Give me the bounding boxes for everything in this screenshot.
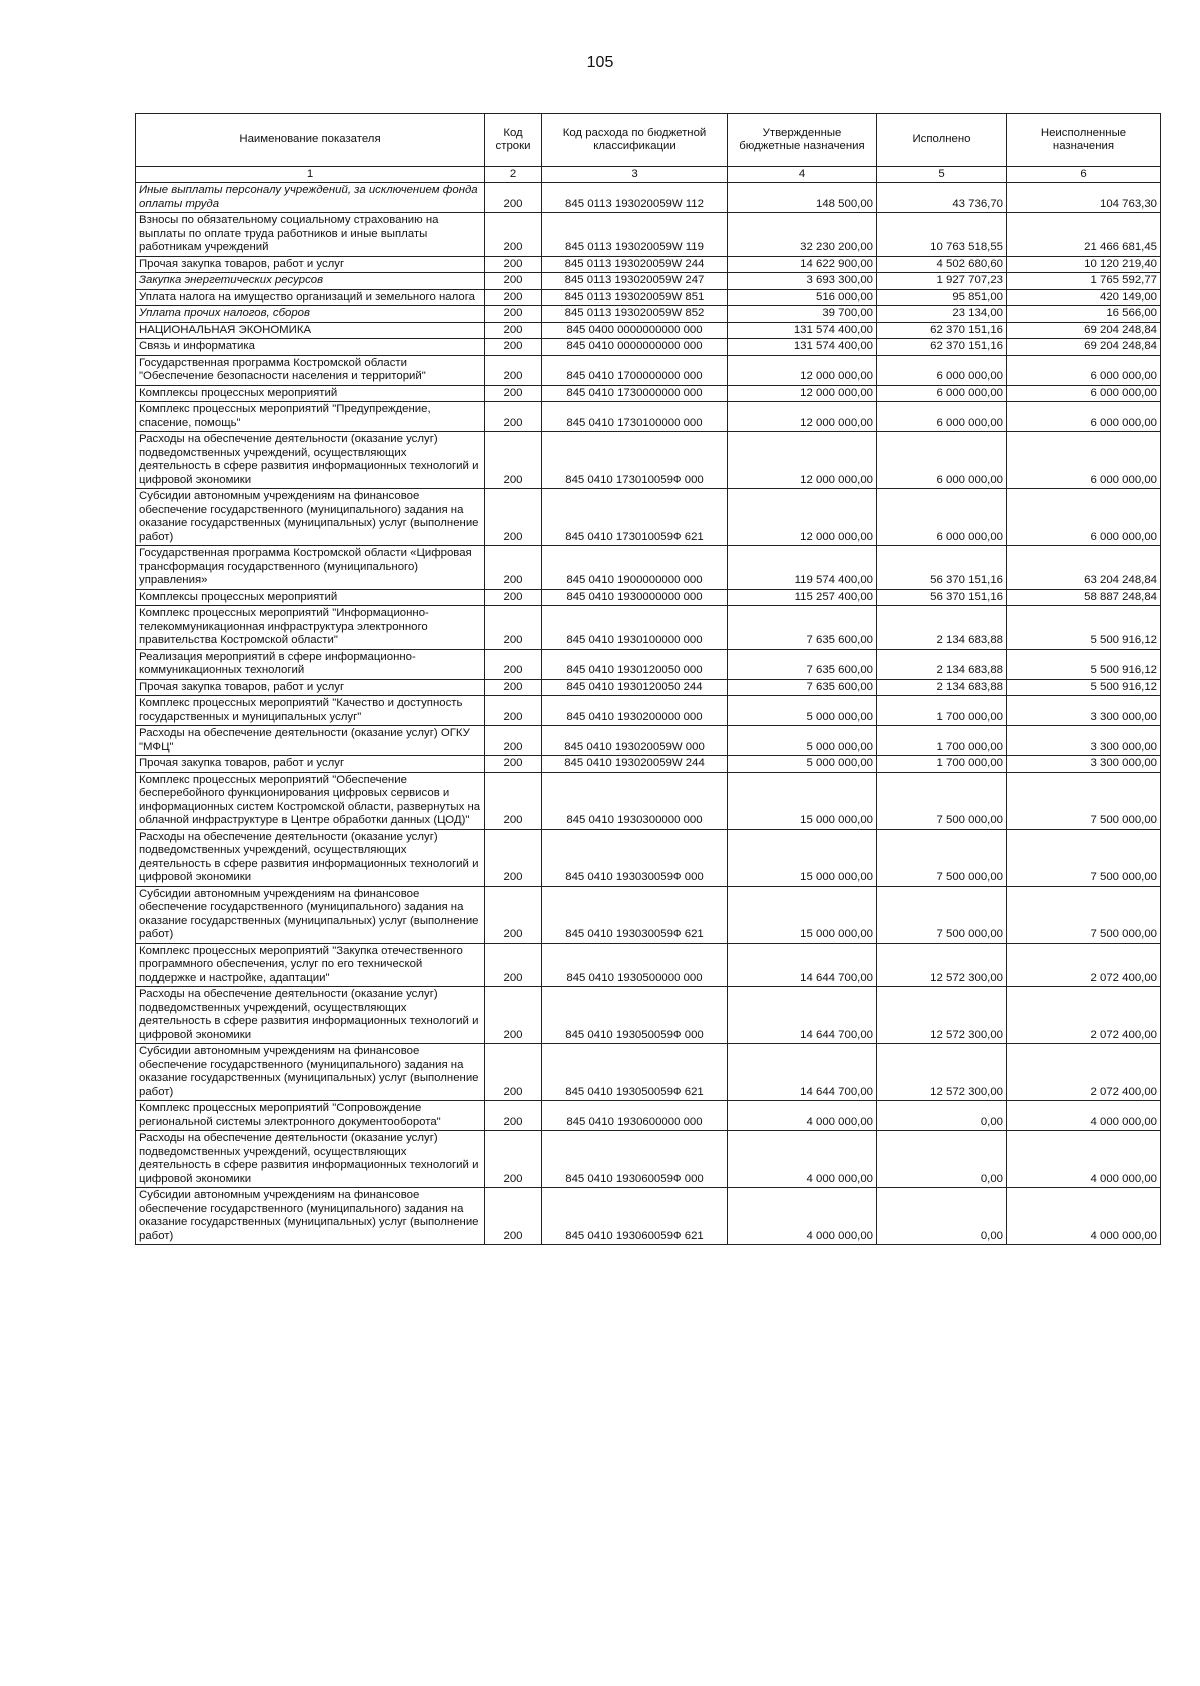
row-name: Прочая закупка товаров, работ и услуг xyxy=(136,256,485,273)
row-approved: 131 574 400,00 xyxy=(728,322,877,339)
row-code: 200 xyxy=(485,183,542,213)
row-approved: 12 000 000,00 xyxy=(728,432,877,489)
row-approved: 15 000 000,00 xyxy=(728,886,877,943)
row-name: Комплекс процессных мероприятий "Качество и доступность государственных и муниципальных услуг" xyxy=(136,696,485,726)
row-unexecuted: 104 763,30 xyxy=(1007,183,1161,213)
table-row xyxy=(136,339,1161,356)
row-approved: 14 644 700,00 xyxy=(728,987,877,1044)
row-approved: 15 000 000,00 xyxy=(728,829,877,886)
row-name: Взносы по обязательному социальному страхованию на выплаты по оплате труда работников и иные выплаты работникам учреждений xyxy=(136,213,485,257)
row-name: Комплекс процессных мероприятий "Информационно-телекоммуникационная инфраструктура электронного правительства Костромской области" xyxy=(136,606,485,650)
row-executed: 0,00 xyxy=(877,1101,1007,1131)
row-kbk: 845 0113 193020059W 852 xyxy=(542,306,728,323)
row-executed: 6 000 000,00 xyxy=(877,355,1007,385)
row-code: 200 xyxy=(485,306,542,323)
header-kbk: Код расхода по бюджетной классификации xyxy=(542,114,728,167)
row-code: 200 xyxy=(485,322,542,339)
row-approved: 7 635 600,00 xyxy=(728,649,877,679)
row-approved: 12 000 000,00 xyxy=(728,489,877,546)
row-name: Прочая закупка товаров, работ и услуг xyxy=(136,679,485,696)
table-row xyxy=(136,289,1161,306)
column-number: 1 xyxy=(136,167,485,183)
row-executed: 12 572 300,00 xyxy=(877,943,1007,987)
column-number: 3 xyxy=(542,167,728,183)
row-executed: 6 000 000,00 xyxy=(877,432,1007,489)
row-executed: 2 134 683,88 xyxy=(877,679,1007,696)
table-row xyxy=(136,183,1161,213)
row-executed: 6 000 000,00 xyxy=(877,402,1007,432)
column-number: 2 xyxy=(485,167,542,183)
table-row xyxy=(136,322,1161,339)
table-row xyxy=(136,589,1161,606)
row-unexecuted: 7 500 000,00 xyxy=(1007,886,1161,943)
column-number: 4 xyxy=(728,167,877,183)
row-executed: 4 502 680,60 xyxy=(877,256,1007,273)
row-approved: 3 693 300,00 xyxy=(728,273,877,290)
row-executed: 2 134 683,88 xyxy=(877,649,1007,679)
row-approved: 4 000 000,00 xyxy=(728,1188,877,1245)
row-executed: 7 500 000,00 xyxy=(877,772,1007,829)
row-kbk: 845 0410 1730100000 000 xyxy=(542,402,728,432)
row-approved: 5 000 000,00 xyxy=(728,696,877,726)
row-name: Субсидии автономным учреждениям на финансовое обеспечение государственного (муниципального) задания на оказание государственных (муниципальных) услуг (выполнение работ) xyxy=(136,886,485,943)
row-approved: 12 000 000,00 xyxy=(728,385,877,402)
table-row xyxy=(136,273,1161,290)
row-executed: 23 134,00 xyxy=(877,306,1007,323)
row-unexecuted: 2 072 400,00 xyxy=(1007,943,1161,987)
row-executed: 95 851,00 xyxy=(877,289,1007,306)
row-code: 200 xyxy=(485,213,542,257)
row-executed: 7 500 000,00 xyxy=(877,886,1007,943)
row-kbk: 845 0113 193020059W 247 xyxy=(542,273,728,290)
row-approved: 516 000,00 xyxy=(728,289,877,306)
row-kbk: 845 0410 173010059Ф 621 xyxy=(542,489,728,546)
row-name: Субсидии автономным учреждениям на финансовое обеспечение государственного (муниципального) задания на оказание государственных (муниципальных) услуг (выполнение работ) xyxy=(136,489,485,546)
row-code: 200 xyxy=(485,679,542,696)
row-kbk: 845 0113 193020059W 119 xyxy=(542,213,728,257)
header-executed: Исполнено xyxy=(877,114,1007,167)
budget-execution-table xyxy=(135,113,1161,1245)
row-name: Уплата прочих налогов, сборов xyxy=(136,306,485,323)
header-unexecuted: Неисполненные назначения xyxy=(1007,114,1161,167)
row-name: Комплекс процессных мероприятий "Обеспечение бесперебойного функционирования цифровых сервисов и информационных систем Костромской области, развернутых на облачной инфраструктуре в Центре обработки данных (ЦОД)" xyxy=(136,772,485,829)
row-unexecuted: 4 000 000,00 xyxy=(1007,1188,1161,1245)
row-executed: 1 700 000,00 xyxy=(877,696,1007,726)
row-name: Комплекс процессных мероприятий "Сопровождение региональной системы электронного документооборота" xyxy=(136,1101,485,1131)
table-row xyxy=(136,772,1161,829)
table-row xyxy=(136,385,1161,402)
row-approved: 5 000 000,00 xyxy=(728,726,877,756)
row-executed: 0,00 xyxy=(877,1188,1007,1245)
row-unexecuted: 7 500 000,00 xyxy=(1007,829,1161,886)
row-name: Расходы на обеспечение деятельности (оказание услуг) ОГКУ "МФЦ" xyxy=(136,726,485,756)
row-unexecuted: 3 300 000,00 xyxy=(1007,726,1161,756)
row-code: 200 xyxy=(485,489,542,546)
row-kbk: 845 0410 1930500000 000 xyxy=(542,943,728,987)
row-code: 200 xyxy=(485,546,542,590)
row-approved: 131 574 400,00 xyxy=(728,339,877,356)
row-kbk: 845 0410 1930000000 000 xyxy=(542,589,728,606)
row-code: 200 xyxy=(485,606,542,650)
table-row xyxy=(136,679,1161,696)
row-name: НАЦИОНАЛЬНАЯ ЭКОНОМИКА xyxy=(136,322,485,339)
row-approved: 32 230 200,00 xyxy=(728,213,877,257)
row-unexecuted: 3 300 000,00 xyxy=(1007,756,1161,773)
row-code: 200 xyxy=(485,402,542,432)
row-unexecuted: 5 500 916,12 xyxy=(1007,606,1161,650)
table-row xyxy=(136,987,1161,1044)
row-name: Комплекс процессных мероприятий "Закупка отечественного программного обеспечения, услуг по его технической поддержке и настройке, адаптации" xyxy=(136,943,485,987)
row-code: 200 xyxy=(485,385,542,402)
table-row xyxy=(136,696,1161,726)
row-code: 200 xyxy=(485,987,542,1044)
table-body xyxy=(136,183,1161,1245)
row-kbk: 845 0410 1730000000 000 xyxy=(542,385,728,402)
row-code: 200 xyxy=(485,943,542,987)
row-unexecuted: 69 204 248,84 xyxy=(1007,322,1161,339)
row-executed: 12 572 300,00 xyxy=(877,1044,1007,1101)
row-approved: 14 622 900,00 xyxy=(728,256,877,273)
table-row xyxy=(136,546,1161,590)
row-code: 200 xyxy=(485,256,542,273)
row-kbk: 845 0410 1930300000 000 xyxy=(542,772,728,829)
row-executed: 62 370 151,16 xyxy=(877,339,1007,356)
row-code: 200 xyxy=(485,726,542,756)
row-executed: 56 370 151,16 xyxy=(877,589,1007,606)
row-executed: 7 500 000,00 xyxy=(877,829,1007,886)
row-name: Закупка энергетических ресурсов xyxy=(136,273,485,290)
row-kbk: 845 0410 1930120050 244 xyxy=(542,679,728,696)
row-unexecuted: 2 072 400,00 xyxy=(1007,1044,1161,1101)
row-code: 200 xyxy=(485,1101,542,1131)
row-code: 200 xyxy=(485,289,542,306)
header-row xyxy=(136,114,1161,167)
row-kbk: 845 0410 193050059Ф 621 xyxy=(542,1044,728,1101)
row-code: 200 xyxy=(485,432,542,489)
row-kbk: 845 0410 193060059Ф 621 xyxy=(542,1188,728,1245)
row-kbk: 845 0410 173010059Ф 000 xyxy=(542,432,728,489)
table-row xyxy=(136,402,1161,432)
row-unexecuted: 3 300 000,00 xyxy=(1007,696,1161,726)
row-approved: 12 000 000,00 xyxy=(728,402,877,432)
column-number-row xyxy=(136,167,1161,183)
row-kbk: 845 0113 193020059W 244 xyxy=(542,256,728,273)
table-row xyxy=(136,1131,1161,1188)
row-unexecuted: 6 000 000,00 xyxy=(1007,489,1161,546)
row-code: 200 xyxy=(485,772,542,829)
header-approved: Утвержденные бюджетные назначения xyxy=(728,114,877,167)
row-executed: 12 572 300,00 xyxy=(877,987,1007,1044)
row-approved: 115 257 400,00 xyxy=(728,589,877,606)
table-row xyxy=(136,1101,1161,1131)
row-unexecuted: 5 500 916,12 xyxy=(1007,649,1161,679)
table-row xyxy=(136,355,1161,385)
row-unexecuted: 6 000 000,00 xyxy=(1007,355,1161,385)
row-name: Расходы на обеспечение деятельности (оказание услуг) подведомственных учреждений, осуществляющих деятельность в сфере развития информационных технологий и цифровой экономики xyxy=(136,829,485,886)
row-kbk: 845 0410 193030059Ф 621 xyxy=(542,886,728,943)
row-code: 200 xyxy=(485,649,542,679)
row-kbk: 845 0410 0000000000 000 xyxy=(542,339,728,356)
row-kbk: 845 0410 193020059W 000 xyxy=(542,726,728,756)
table-row xyxy=(136,829,1161,886)
page-number: 105 xyxy=(586,54,614,71)
row-executed: 2 134 683,88 xyxy=(877,606,1007,650)
row-unexecuted: 7 500 000,00 xyxy=(1007,772,1161,829)
row-code: 200 xyxy=(485,273,542,290)
table-row xyxy=(136,606,1161,650)
row-kbk: 845 0400 0000000000 000 xyxy=(542,322,728,339)
row-code: 200 xyxy=(485,1131,542,1188)
row-kbk: 845 0410 193020059W 244 xyxy=(542,756,728,773)
row-kbk: 845 0410 193050059Ф 000 xyxy=(542,987,728,1044)
row-approved: 39 700,00 xyxy=(728,306,877,323)
row-name: Расходы на обеспечение деятельности (оказание услуг) подведомственных учреждений, осуществляющих деятельность в сфере развития информационных технологий и цифровой экономики xyxy=(136,1131,485,1188)
row-kbk: 845 0410 1930120050 000 xyxy=(542,649,728,679)
row-executed: 0,00 xyxy=(877,1131,1007,1188)
row-name: Государственная программа Костромской области «Цифровая трансформация государственного (муниципального) управления» xyxy=(136,546,485,590)
row-unexecuted: 6 000 000,00 xyxy=(1007,385,1161,402)
row-kbk: 845 0113 193020059W 851 xyxy=(542,289,728,306)
row-approved: 4 000 000,00 xyxy=(728,1101,877,1131)
table-row xyxy=(136,306,1161,323)
row-name: Комплексы процессных мероприятий xyxy=(136,589,485,606)
table-row xyxy=(136,1044,1161,1101)
row-code: 200 xyxy=(485,355,542,385)
row-name: Комплексы процессных мероприятий xyxy=(136,385,485,402)
row-kbk: 845 0410 1930600000 000 xyxy=(542,1101,728,1131)
row-approved: 7 635 600,00 xyxy=(728,679,877,696)
table-row xyxy=(136,213,1161,257)
row-kbk: 845 0113 193020059W 112 xyxy=(542,183,728,213)
row-kbk: 845 0410 1900000000 000 xyxy=(542,546,728,590)
row-approved: 5 000 000,00 xyxy=(728,756,877,773)
row-name: Субсидии автономным учреждениям на финансовое обеспечение государственного (муниципального) задания на оказание государственных (муниципальных) услуг (выполнение работ) xyxy=(136,1044,485,1101)
row-approved: 119 574 400,00 xyxy=(728,546,877,590)
table-row xyxy=(136,256,1161,273)
table-row xyxy=(136,649,1161,679)
row-kbk: 845 0410 1700000000 000 xyxy=(542,355,728,385)
table-row xyxy=(136,726,1161,756)
row-unexecuted: 10 120 219,40 xyxy=(1007,256,1161,273)
row-code: 200 xyxy=(485,1188,542,1245)
row-approved: 14 644 700,00 xyxy=(728,943,877,987)
column-number: 5 xyxy=(877,167,1007,183)
row-kbk: 845 0410 193060059Ф 000 xyxy=(542,1131,728,1188)
row-code: 200 xyxy=(485,886,542,943)
row-executed: 62 370 151,16 xyxy=(877,322,1007,339)
row-unexecuted: 16 566,00 xyxy=(1007,306,1161,323)
row-code: 200 xyxy=(485,829,542,886)
row-name: Расходы на обеспечение деятельности (оказание услуг) подведомственных учреждений, осуществляющих деятельность в сфере развития информационных технологий и цифровой экономики xyxy=(136,987,485,1044)
row-approved: 14 644 700,00 xyxy=(728,1044,877,1101)
row-unexecuted: 6 000 000,00 xyxy=(1007,432,1161,489)
table-row xyxy=(136,886,1161,943)
row-executed: 1 700 000,00 xyxy=(877,756,1007,773)
header-name: Наименование показателя xyxy=(136,114,485,167)
table-row xyxy=(136,943,1161,987)
row-code: 200 xyxy=(485,339,542,356)
row-name: Расходы на обеспечение деятельности (оказание услуг) подведомственных учреждений, осуществляющих деятельность в сфере развития информационных технологий и цифровой экономики xyxy=(136,432,485,489)
row-unexecuted: 420 149,00 xyxy=(1007,289,1161,306)
row-executed: 56 370 151,16 xyxy=(877,546,1007,590)
row-unexecuted: 4 000 000,00 xyxy=(1007,1101,1161,1131)
row-name: Комплекс процессных мероприятий "Предупреждение, спасение, помощь" xyxy=(136,402,485,432)
row-executed: 43 736,70 xyxy=(877,183,1007,213)
row-unexecuted: 5 500 916,12 xyxy=(1007,679,1161,696)
row-unexecuted: 58 887 248,84 xyxy=(1007,589,1161,606)
row-name: Иные выплаты персоналу учреждений, за исключением фонда оплаты труда xyxy=(136,183,485,213)
table-row xyxy=(136,432,1161,489)
row-unexecuted: 2 072 400,00 xyxy=(1007,987,1161,1044)
table-row xyxy=(136,756,1161,773)
row-unexecuted: 4 000 000,00 xyxy=(1007,1131,1161,1188)
row-code: 200 xyxy=(485,696,542,726)
row-unexecuted: 63 204 248,84 xyxy=(1007,546,1161,590)
row-approved: 7 635 600,00 xyxy=(728,606,877,650)
row-name: Реализация мероприятий в сфере информационно-коммуникационных технологий xyxy=(136,649,485,679)
row-code: 200 xyxy=(485,589,542,606)
column-number: 6 xyxy=(1007,167,1161,183)
row-code: 200 xyxy=(485,756,542,773)
row-approved: 12 000 000,00 xyxy=(728,355,877,385)
header-code: Код строки xyxy=(485,114,542,167)
row-unexecuted: 1 765 592,77 xyxy=(1007,273,1161,290)
row-executed: 10 763 518,55 xyxy=(877,213,1007,257)
row-kbk: 845 0410 1930200000 000 xyxy=(542,696,728,726)
row-kbk: 845 0410 1930100000 000 xyxy=(542,606,728,650)
row-unexecuted: 21 466 681,45 xyxy=(1007,213,1161,257)
row-executed: 6 000 000,00 xyxy=(877,489,1007,546)
table-row xyxy=(136,1188,1161,1245)
row-approved: 4 000 000,00 xyxy=(728,1131,877,1188)
row-name: Прочая закупка товаров, работ и услуг xyxy=(136,756,485,773)
row-name: Уплата налога на имущество организаций и земельного налога xyxy=(136,289,485,306)
row-executed: 1 927 707,23 xyxy=(877,273,1007,290)
row-unexecuted: 69 204 248,84 xyxy=(1007,339,1161,356)
row-approved: 15 000 000,00 xyxy=(728,772,877,829)
row-name: Связь и информатика xyxy=(136,339,485,356)
table-row xyxy=(136,489,1161,546)
row-kbk: 845 0410 193030059Ф 000 xyxy=(542,829,728,886)
row-name: Государственная программа Костромской области "Обеспечение безопасности населения и территорий" xyxy=(136,355,485,385)
row-approved: 148 500,00 xyxy=(728,183,877,213)
row-executed: 1 700 000,00 xyxy=(877,726,1007,756)
row-name: Субсидии автономным учреждениям на финансовое обеспечение государственного (муниципального) задания на оказание государственных (муниципальных) услуг (выполнение работ) xyxy=(136,1188,485,1245)
row-unexecuted: 6 000 000,00 xyxy=(1007,402,1161,432)
row-code: 200 xyxy=(485,1044,542,1101)
row-executed: 6 000 000,00 xyxy=(877,385,1007,402)
